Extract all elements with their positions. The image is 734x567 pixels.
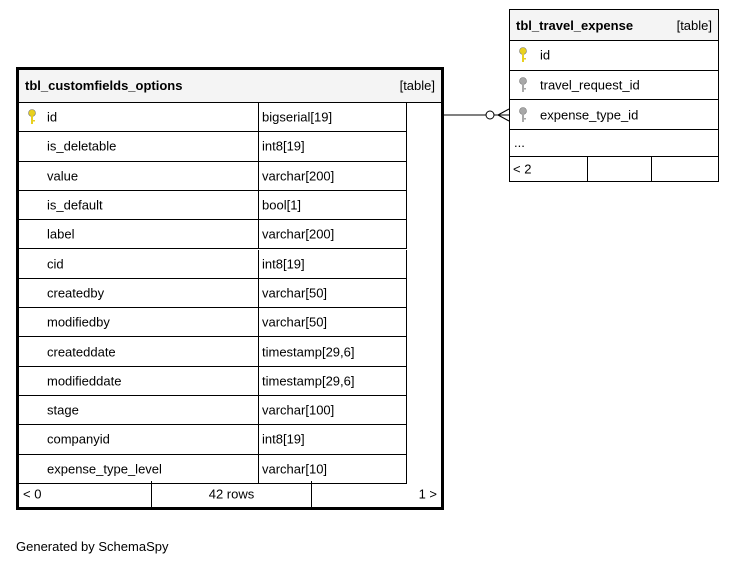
column-name: expense_type_id	[540, 107, 639, 123]
column-name-cell	[19, 162, 259, 190]
column-row[interactable]	[19, 308, 407, 337]
column-name: modifieddate	[47, 373, 122, 389]
crowfoot-upper	[498, 109, 509, 115]
column-type-cell	[259, 162, 407, 190]
primary-key-icon	[27, 109, 37, 125]
column-name-cell	[19, 279, 259, 307]
footer-parents-count: < 2	[513, 161, 532, 176]
column-name-cell	[19, 367, 259, 395]
column-type-cell	[259, 367, 407, 395]
column-name: cid	[47, 256, 64, 272]
column-row[interactable]	[19, 337, 407, 366]
footer-row-count	[588, 156, 652, 181]
table-header[interactable]	[19, 70, 441, 103]
column-row[interactable]	[510, 71, 718, 101]
generated-by-text: Generated by SchemaSpy	[16, 539, 169, 554]
column-name-cell	[19, 425, 259, 453]
zero-or-many-circle	[486, 111, 494, 119]
column-type-cell	[259, 191, 407, 219]
footer-parents[interactable]	[19, 481, 152, 507]
column-name: is_deletable	[47, 138, 117, 154]
column-row[interactable]	[510, 41, 718, 71]
column-type: int8[19]	[262, 431, 305, 447]
column-type-cell	[259, 132, 407, 160]
column-row[interactable]	[19, 250, 407, 279]
column-type: varchar[50]	[262, 314, 328, 330]
column-name: companyid	[47, 431, 110, 447]
column-row[interactable]	[510, 100, 718, 130]
column-type-cell	[259, 308, 407, 336]
ellipsis-text: ...	[514, 135, 525, 150]
column-name-cell	[19, 337, 259, 365]
column-name: modifiedby	[47, 314, 110, 330]
footer-row-count	[152, 481, 312, 507]
column-name-cell	[19, 103, 259, 131]
footer-parents-count: < 0	[23, 486, 42, 502]
column-type-cell	[259, 279, 407, 307]
table-tbl-travel-expense[interactable]	[509, 9, 719, 182]
column-name: label	[47, 226, 75, 242]
column-row[interactable]	[19, 425, 407, 454]
column-row[interactable]	[19, 162, 407, 191]
column-type-cell	[259, 103, 407, 131]
column-name: stage	[47, 402, 79, 418]
table-name: tbl_customfields_options	[25, 78, 183, 93]
crowfoot-lower	[498, 115, 509, 121]
column-row[interactable]	[19, 132, 407, 161]
column-row[interactable]	[19, 220, 407, 249]
column-name: createddate	[47, 344, 116, 360]
table-footer	[19, 481, 441, 507]
column-name-cell	[19, 220, 259, 248]
row-count-text: 42 rows	[208, 486, 255, 502]
column-type: varchar[200]	[262, 168, 335, 184]
footer-children[interactable]	[312, 481, 441, 507]
column-name-cell	[19, 191, 259, 219]
column-type: int8[19]	[262, 138, 305, 154]
foreign-key-icon	[518, 107, 528, 123]
column-type: varchar[200]	[262, 226, 335, 242]
column-type-cell	[259, 425, 407, 453]
column-row[interactable]	[19, 103, 407, 132]
column-name: value	[47, 168, 79, 184]
more-columns-row	[510, 130, 718, 157]
column-name-cell	[19, 308, 259, 336]
column-type: bool[1]	[262, 197, 302, 213]
table-tbl-customfields-options[interactable]	[16, 67, 444, 510]
column-type: bigserial[19]	[262, 109, 333, 125]
table-kind: [table]	[399, 78, 435, 93]
column-name: createdby	[47, 285, 105, 301]
table-footer	[510, 156, 718, 181]
column-type-cell	[259, 455, 407, 483]
footer-children[interactable]	[652, 156, 718, 181]
column-name: id	[540, 47, 551, 63]
column-type: varchar[10]	[262, 461, 328, 477]
column-name-cell	[19, 396, 259, 424]
footer-parents[interactable]	[510, 156, 588, 181]
table-header[interactable]	[510, 10, 718, 41]
column-type: timestamp[29,6]	[262, 344, 355, 360]
column-type-cell	[259, 337, 407, 365]
column-row[interactable]	[19, 191, 407, 220]
table-kind: [table]	[676, 18, 712, 33]
column-type-cell	[259, 220, 407, 248]
column-name: is_default	[47, 197, 103, 213]
column-row[interactable]	[19, 279, 407, 308]
column-name-cell	[19, 250, 259, 278]
column-type-cell	[259, 250, 407, 278]
foreign-key-icon	[518, 77, 528, 93]
column-type-cell	[259, 396, 407, 424]
column-type: varchar[50]	[262, 285, 328, 301]
column-name: travel_request_id	[540, 77, 640, 93]
footer-children-count: 1 >	[418, 486, 437, 502]
column-name: expense_type_level	[47, 461, 162, 477]
column-name-cell	[19, 132, 259, 160]
primary-key-icon	[518, 47, 528, 63]
column-type: timestamp[29,6]	[262, 373, 355, 389]
table-name: tbl_travel_expense	[516, 18, 634, 33]
column-type: varchar[100]	[262, 402, 335, 418]
column-row[interactable]	[19, 455, 407, 484]
column-row[interactable]	[19, 396, 407, 425]
column-type: int8[19]	[262, 256, 305, 272]
column-name: id	[47, 109, 58, 125]
column-row[interactable]	[19, 367, 407, 396]
column-name-cell	[19, 455, 259, 483]
